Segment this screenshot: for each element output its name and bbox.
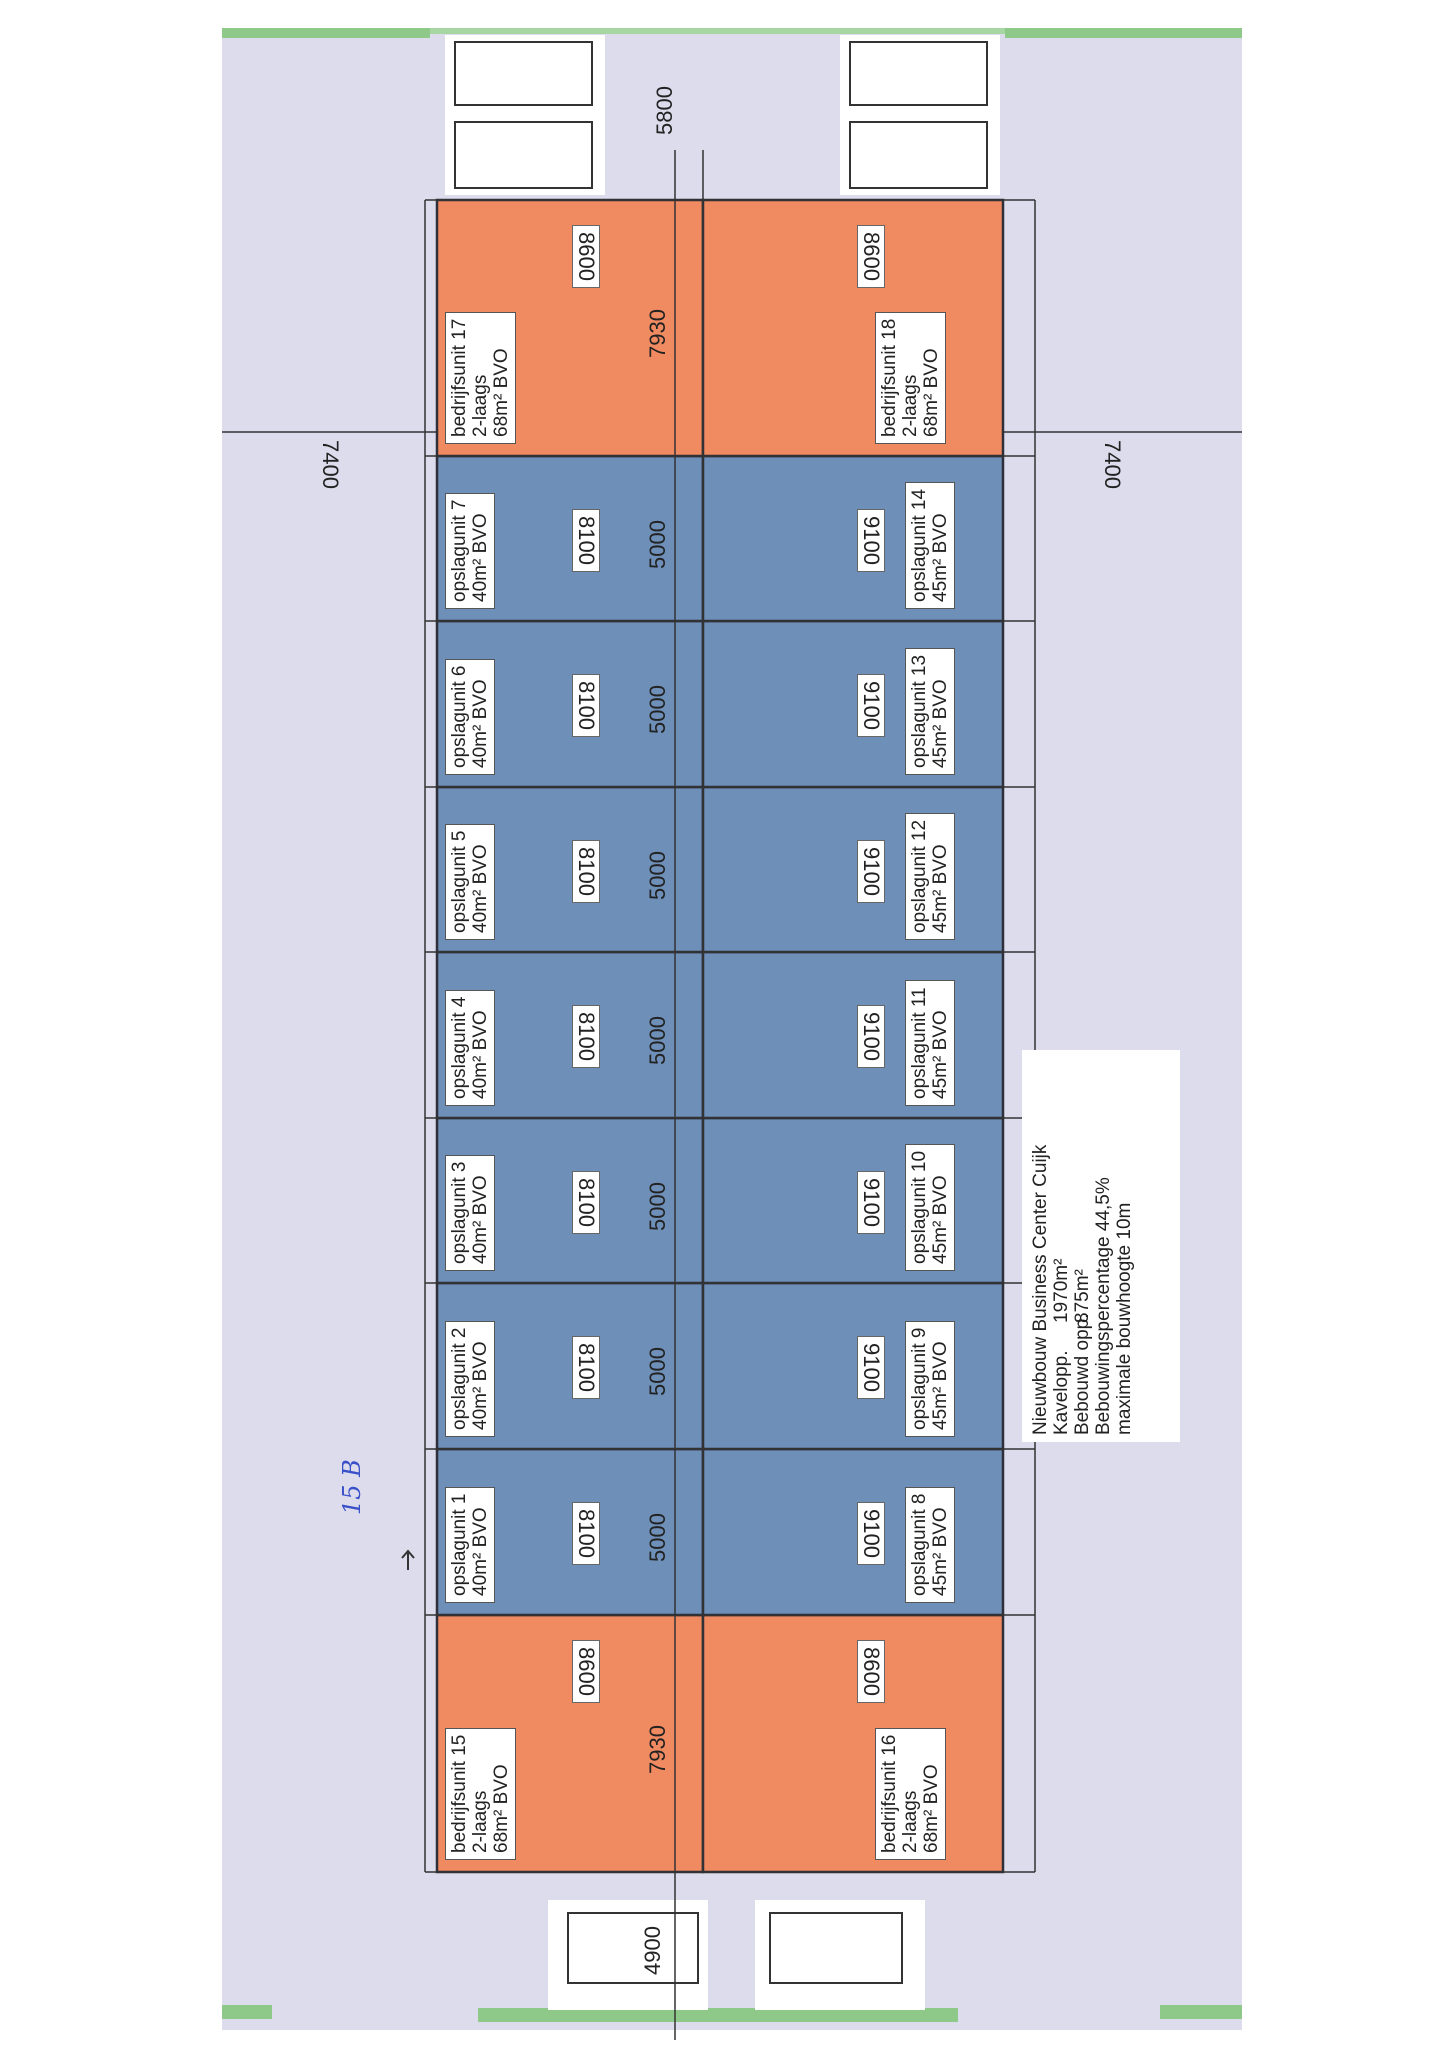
width-dim: 5000 <box>645 850 670 900</box>
width-dim: 5000 <box>645 1347 670 1396</box>
unit-label-line: 45m² BVO <box>930 513 951 602</box>
unit-label-opslagunit-6 <box>445 659 495 775</box>
unit-bedrijfsunit-18 <box>703 200 1003 456</box>
road-width-dim-bottom: 7400 <box>1100 440 1125 489</box>
depth-dim-bottom: 9100 <box>857 1005 885 1068</box>
depth-dim-bottom: 9100 <box>857 1171 885 1234</box>
depth-dim-top: 8100 <box>572 674 600 737</box>
unit-label-opslagunit-4 <box>445 990 495 1106</box>
depth-dim-bottom: 9100 <box>857 1336 885 1399</box>
unit-label-line: 40m² BVO <box>470 679 491 768</box>
depth-dim-bedrijf-bottom: 8600 <box>857 1640 885 1703</box>
unit-label-opslagunit-12 <box>905 813 955 940</box>
unit-label-line: 2-laags <box>900 374 921 437</box>
depth-dim-top: 8100 <box>572 840 600 903</box>
unit-label-line: 45m² BVO <box>930 1175 951 1264</box>
unit-label-opslagunit-1 <box>445 1487 495 1603</box>
handwritten-note: 15 B <box>338 1459 366 1515</box>
hedge-top-middle <box>430 28 1005 34</box>
width-dim: 5000 <box>645 685 670 734</box>
arrow-icon <box>398 1548 418 1572</box>
unit-label-line: bedrijfsunit 16 <box>879 1734 900 1853</box>
unit-label-line: 40m² BVO <box>470 1507 491 1596</box>
unit-label-opslagunit-3 <box>445 1155 495 1271</box>
unit-label-line: 40m² BVO <box>470 513 491 602</box>
depth-dim-bottom: 9100 <box>857 1502 885 1565</box>
unit-label-line: 45m² BVO <box>930 1341 951 1430</box>
unit-label-line: bedrijfsunit 17 <box>449 318 470 437</box>
unit-bedrijfsunit-16 <box>703 1615 1003 1872</box>
unit-label-line: 40m² BVO <box>470 1175 491 1264</box>
unit-label-line: opslagunit 4 <box>449 996 470 1099</box>
road-width-dim-top: 7400 <box>318 440 343 489</box>
unit-opslagunit-14 <box>703 456 1003 621</box>
unit-label-line: opslagunit 8 <box>909 1493 930 1596</box>
unit-opslagunit-9 <box>703 1283 1003 1449</box>
unit-label-bedrijfsunit-17 <box>445 312 516 444</box>
setback-dim-right: 5800 <box>652 86 677 135</box>
unit-label-line: opslagunit 6 <box>449 665 470 768</box>
unit-label-line: bedrijfsunit 15 <box>449 1734 470 1853</box>
hedge-bottom-left <box>222 2005 272 2019</box>
legend-row: Kavelopp.1970m² <box>1051 1258 1072 1435</box>
unit-label-line: 45m² BVO <box>930 1010 951 1099</box>
width-dim: 5000 <box>645 519 670 569</box>
unit-label-line: 68m² BVO <box>921 1764 942 1853</box>
unit-label-bedrijfsunit-16 <box>875 1728 946 1860</box>
hedge-top-right <box>1005 28 1242 38</box>
unit-label-line: 2-laags <box>470 1790 491 1853</box>
unit-label-opslagunit-8 <box>905 1487 955 1603</box>
unit-label-line: opslagunit 13 <box>909 654 930 768</box>
unit-label-line: 45m² BVO <box>930 1507 951 1596</box>
unit-label-opslagunit-7 <box>445 493 495 609</box>
hedge-bottom-right <box>1160 2005 1242 2019</box>
unit-label-line: opslagunit 11 <box>909 987 930 1099</box>
unit-label-line: 45m² BVO <box>930 844 951 933</box>
depth-dim-top: 8100 <box>572 1005 600 1068</box>
unit-label-opslagunit-2 <box>445 1321 495 1437</box>
width-dim-bedrijf: 7930 <box>645 1724 670 1774</box>
legend-row: Bebouwingspercentage 44,5% <box>1093 1177 1114 1435</box>
unit-label-line: opslagunit 7 <box>449 499 470 602</box>
unit-label-line: opslagunit 14 <box>909 488 930 602</box>
width-dim-bedrijf: 7930 <box>645 309 670 358</box>
unit-label-bedrijfsunit-18 <box>875 312 946 444</box>
unit-label-line: 40m² BVO <box>470 1010 491 1099</box>
unit-label-line: 68m² BVO <box>921 348 942 437</box>
unit-label-line: opslagunit 3 <box>449 1161 470 1264</box>
unit-label-line: opslagunit 1 <box>449 1493 470 1596</box>
unit-label-line: 2-laags <box>470 374 491 437</box>
unit-opslagunit-13 <box>703 621 1003 787</box>
depth-dim-bottom: 9100 <box>857 509 885 572</box>
legend-row: maximale bouwhoogte 10m <box>1114 1202 1135 1435</box>
unit-label-opslagunit-5 <box>445 824 495 940</box>
unit-label-line: opslagunit 9 <box>909 1327 930 1430</box>
unit-label-opslagunit-11 <box>905 980 955 1106</box>
unit-opslagunit-12 <box>703 787 1003 952</box>
legend-row: Bebouwd opp.875m² <box>1072 1269 1093 1435</box>
unit-label-line: 45m² BVO <box>930 679 951 768</box>
hedge-bottom-middle <box>478 2008 958 2022</box>
unit-label-opslagunit-9 <box>905 1321 955 1437</box>
width-dim: 5000 <box>645 1016 670 1065</box>
unit-label-line: 2-laags <box>900 1790 921 1853</box>
depth-dim-top: 8100 <box>572 1171 600 1234</box>
unit-opslagunit-10 <box>703 1118 1003 1283</box>
unit-label-opslagunit-10 <box>905 1144 955 1271</box>
depth-dim-bottom: 9100 <box>857 840 885 903</box>
unit-label-line: bedrijfsunit 18 <box>879 318 900 437</box>
depth-dim-top: 8100 <box>572 1502 600 1565</box>
unit-label-line: opslagunit 10 <box>909 1150 930 1264</box>
unit-opslagunit-8 <box>703 1449 1003 1615</box>
unit-label-line: 40m² BVO <box>470 844 491 933</box>
width-dim: 5000 <box>645 1513 670 1562</box>
unit-label-line: opslagunit 5 <box>449 830 470 933</box>
unit-label-line: opslagunit 12 <box>909 819 930 933</box>
unit-label-bedrijfsunit-15 <box>445 1728 516 1860</box>
unit-label-line: 40m² BVO <box>470 1341 491 1430</box>
project-legend <box>1022 1050 1180 1442</box>
depth-dim-bedrijf-top: 8600 <box>572 225 600 288</box>
depth-dim-bottom: 9100 <box>857 674 885 737</box>
unit-opslagunit-11 <box>703 952 1003 1118</box>
unit-label-opslagunit-13 <box>905 648 955 775</box>
unit-label-line: 68m² BVO <box>491 348 512 437</box>
unit-label-line: 68m² BVO <box>491 1764 512 1853</box>
hedge-top-left <box>222 28 430 38</box>
unit-label-line: opslagunit 2 <box>449 1327 470 1430</box>
unit-label-opslagunit-14 <box>905 482 955 609</box>
depth-dim-top: 8100 <box>572 509 600 572</box>
width-dim: 5000 <box>645 1181 670 1231</box>
legend-title: Nieuwbouw Business Center Cuijk <box>1030 1144 1051 1435</box>
depth-dim-bedrijf-bottom: 8600 <box>857 225 885 288</box>
depth-dim-bedrijf-top: 8600 <box>572 1640 600 1703</box>
setback-dim-left: 4900 <box>640 1926 665 1975</box>
depth-dim-top: 8100 <box>572 1336 600 1399</box>
